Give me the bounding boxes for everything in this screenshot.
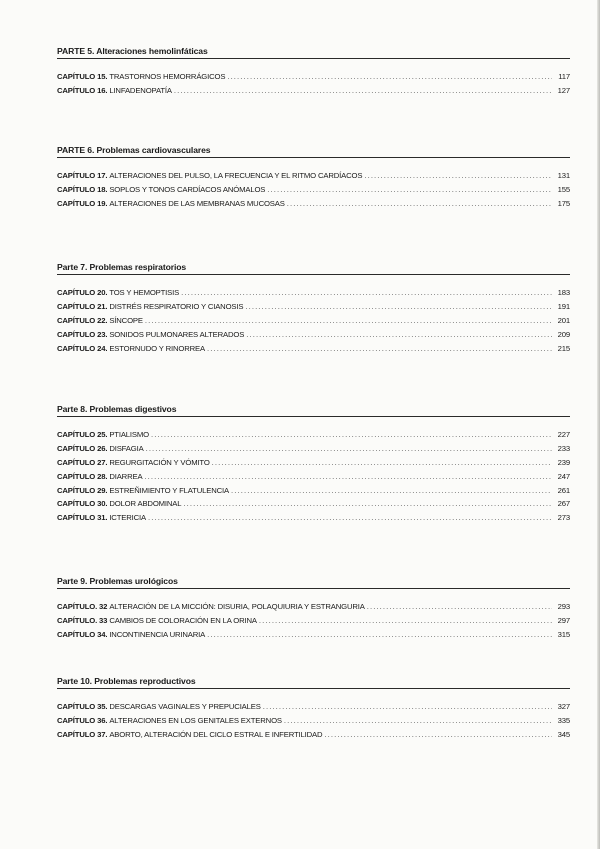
dot-leader (227, 72, 552, 81)
page-number: 239 (557, 457, 570, 467)
chapter-entry[interactable] (57, 499, 570, 513)
chapter-entry[interactable] (57, 630, 570, 644)
page-number: 175 (557, 198, 570, 208)
chapter-number: CAPÍTULO 23. (57, 329, 108, 339)
chapter-number: CAPÍTULO 17. (57, 171, 108, 180)
dot-leader (245, 302, 552, 311)
page-number: 227 (557, 430, 570, 439)
dot-leader (151, 430, 552, 439)
chapter-number: CAPÍTULO 28. (57, 471, 108, 481)
dot-leader (212, 458, 552, 467)
chapter-list (57, 702, 570, 744)
chapter-entry[interactable] (57, 702, 570, 716)
chapter-number: CAPÍTULO 20. (57, 288, 108, 297)
chapter-list (57, 288, 570, 357)
dot-leader (364, 171, 552, 180)
toc-section (57, 404, 570, 527)
chapter-entry[interactable] (57, 716, 570, 730)
chapter-title: TOS Y HEMOPTISIS (109, 288, 180, 297)
part-title: Parte 7. Problemas respiratorios (57, 262, 570, 275)
chapter-number: CAPÍTULO 26. (57, 443, 108, 453)
toc-section (57, 576, 570, 644)
chapter-title: DESCARGAS VAGINALES Y PREPUCIALES (109, 702, 261, 711)
chapter-title: DIARREA (109, 471, 143, 481)
chapter-title: ICTERICIA (109, 513, 146, 523)
chapter-number: CAPÍTULO 37. (57, 729, 108, 739)
chapter-entry[interactable] (57, 185, 570, 199)
chapter-entry[interactable] (57, 330, 570, 344)
chapter-entry[interactable] (57, 472, 570, 486)
chapter-title: ALTERACIONES DE LAS MEMBRANAS MUCOSAS (109, 198, 285, 208)
chapter-list (57, 602, 570, 644)
toc-section (57, 46, 570, 100)
chapter-title: SONIDOS PULMONARES ALTERADOS (109, 329, 245, 339)
chapter-title: SOPLOS Y TONOS CARDÍACOS ANÓMALOS (109, 184, 266, 194)
dot-leader (207, 630, 552, 639)
dot-leader (267, 185, 552, 194)
chapter-title: PTIALISMO (109, 430, 149, 439)
chapter-entry[interactable] (57, 430, 570, 444)
page-number: 127 (557, 85, 570, 95)
page-number: 183 (557, 288, 570, 297)
chapter-entry[interactable] (57, 86, 570, 100)
dot-leader (183, 499, 552, 508)
dot-leader (287, 199, 552, 208)
dot-leader (144, 472, 552, 481)
chapter-title: REGURGITACIÓN Y VÓMITO (109, 457, 210, 467)
chapter-number: CAPÍTULO. 32 (57, 602, 108, 611)
chapter-title: ESTORNUDO Y RINORREA (109, 343, 205, 353)
toc-section (57, 145, 570, 213)
chapter-title: CAMBIOS DE COLORACIÓN EN LA ORINA (109, 615, 257, 625)
chapter-number: CAPÍTULO 34. (57, 629, 108, 639)
page-number: 267 (557, 499, 570, 509)
page-number: 273 (557, 513, 570, 523)
chapter-title: INCONTINENCIA URINARIA (109, 629, 206, 639)
chapter-list (57, 430, 570, 527)
page-number: 201 (557, 315, 570, 325)
page-number: 345 (557, 729, 570, 739)
chapter-list (57, 171, 570, 213)
page-number: 209 (557, 329, 570, 339)
chapter-number: CAPÍTULO 31. (57, 513, 108, 523)
dot-leader (146, 444, 552, 453)
page-number: 293 (557, 602, 570, 611)
page-number: 191 (557, 301, 570, 311)
dot-leader (246, 330, 552, 339)
dot-leader (181, 288, 552, 297)
chapter-entry[interactable] (57, 316, 570, 330)
chapter-title: ABORTO, ALTERACIÓN DEL CICLO ESTRAL E INFERTILIDAD (109, 729, 323, 739)
part-title: PARTE 6. Problemas cardiovasculares (57, 145, 570, 158)
chapter-title: ALTERACIÓN DE LA MICCIÓN: DISURIA, POLAQUIURIA Y ESTRANGURIA (109, 602, 365, 611)
page-number: 233 (557, 443, 570, 453)
chapter-entry[interactable] (57, 602, 570, 616)
chapter-list (57, 72, 570, 100)
chapter-title: DOLOR ABDOMINAL (109, 499, 182, 509)
chapter-entry[interactable] (57, 513, 570, 527)
chapter-entry[interactable] (57, 616, 570, 630)
chapter-title: ALTERACIONES EN LOS GENITALES EXTERNOS (109, 715, 282, 725)
chapter-number: CAPÍTULO 18. (57, 184, 108, 194)
dot-leader (145, 316, 552, 325)
chapter-title: ESTREÑIMIENTO Y FLATULENCIA (109, 485, 230, 495)
dot-leader (284, 716, 552, 725)
chapter-entry[interactable] (57, 444, 570, 458)
chapter-number: CAPÍTULO 16. (57, 85, 108, 95)
chapter-number: CAPÍTULO 22. (57, 315, 108, 325)
page-number: 297 (557, 615, 570, 625)
chapter-entry[interactable] (57, 730, 570, 744)
dot-leader (231, 486, 552, 495)
chapter-entry[interactable] (57, 199, 570, 213)
dot-leader (367, 602, 552, 611)
page-number: 335 (557, 715, 570, 725)
chapter-entry[interactable] (57, 344, 570, 358)
chapter-number: CAPÍTULO 36. (57, 715, 108, 725)
chapter-title: SÍNCOPE (109, 315, 143, 325)
dot-leader (148, 513, 552, 522)
page-number: 315 (557, 629, 570, 639)
page-number: 117 (558, 72, 570, 81)
part-title: Parte 9. Problemas urológicos (57, 576, 570, 589)
chapter-title: DISTRÉS RESPIRATORIO Y CIANOSIS (109, 301, 244, 311)
chapter-number: CAPÍTULO 24. (57, 343, 108, 353)
chapter-number: CAPÍTULO 15. (57, 72, 108, 81)
page-number: 155 (557, 184, 570, 194)
chapter-title: LINFADENOPATÍA (109, 85, 172, 95)
chapter-number: CAPÍTULO. 33 (57, 615, 108, 625)
chapter-number: CAPÍTULO 25. (57, 430, 108, 439)
chapter-title: TRASTORNOS HEMORRÁGICOS (109, 72, 226, 81)
chapter-number: CAPÍTULO 27. (57, 457, 108, 467)
chapter-title: DISFAGIA (109, 443, 144, 453)
page-number: 131 (557, 171, 570, 180)
part-title: PARTE 5. Alteraciones hemolinfáticas (57, 46, 570, 59)
chapter-title: ALTERACIONES DEL PULSO, LA FRECUENCIA Y EL RITMO CARDÍACOS (109, 171, 363, 180)
page-number: 261 (557, 485, 570, 495)
page-number: 247 (557, 471, 570, 481)
chapter-number: CAPÍTULO 35. (57, 702, 108, 711)
chapter-entry[interactable] (57, 302, 570, 316)
dot-leader (324, 730, 552, 739)
chapter-entry[interactable] (57, 288, 570, 302)
dot-leader (259, 616, 552, 625)
toc-section (57, 676, 570, 744)
chapter-entry[interactable] (57, 72, 570, 86)
dot-leader (174, 86, 552, 95)
dot-leader (263, 702, 552, 711)
part-title: Parte 8. Problemas digestivos (57, 404, 570, 417)
dot-leader (207, 344, 552, 353)
chapter-number: CAPÍTULO 21. (57, 301, 108, 311)
chapter-number: CAPÍTULO 19. (57, 198, 108, 208)
page-number: 215 (557, 343, 570, 353)
toc-section (57, 262, 570, 357)
chapter-entry[interactable] (57, 458, 570, 472)
part-title: Parte 10. Problemas reproductivos (57, 676, 570, 689)
chapter-number: CAPÍTULO 29. (57, 485, 108, 495)
page-number: 327 (557, 702, 570, 711)
chapter-entry[interactable] (57, 171, 570, 185)
chapter-number: CAPÍTULO 30. (57, 499, 108, 509)
chapter-entry[interactable] (57, 486, 570, 500)
